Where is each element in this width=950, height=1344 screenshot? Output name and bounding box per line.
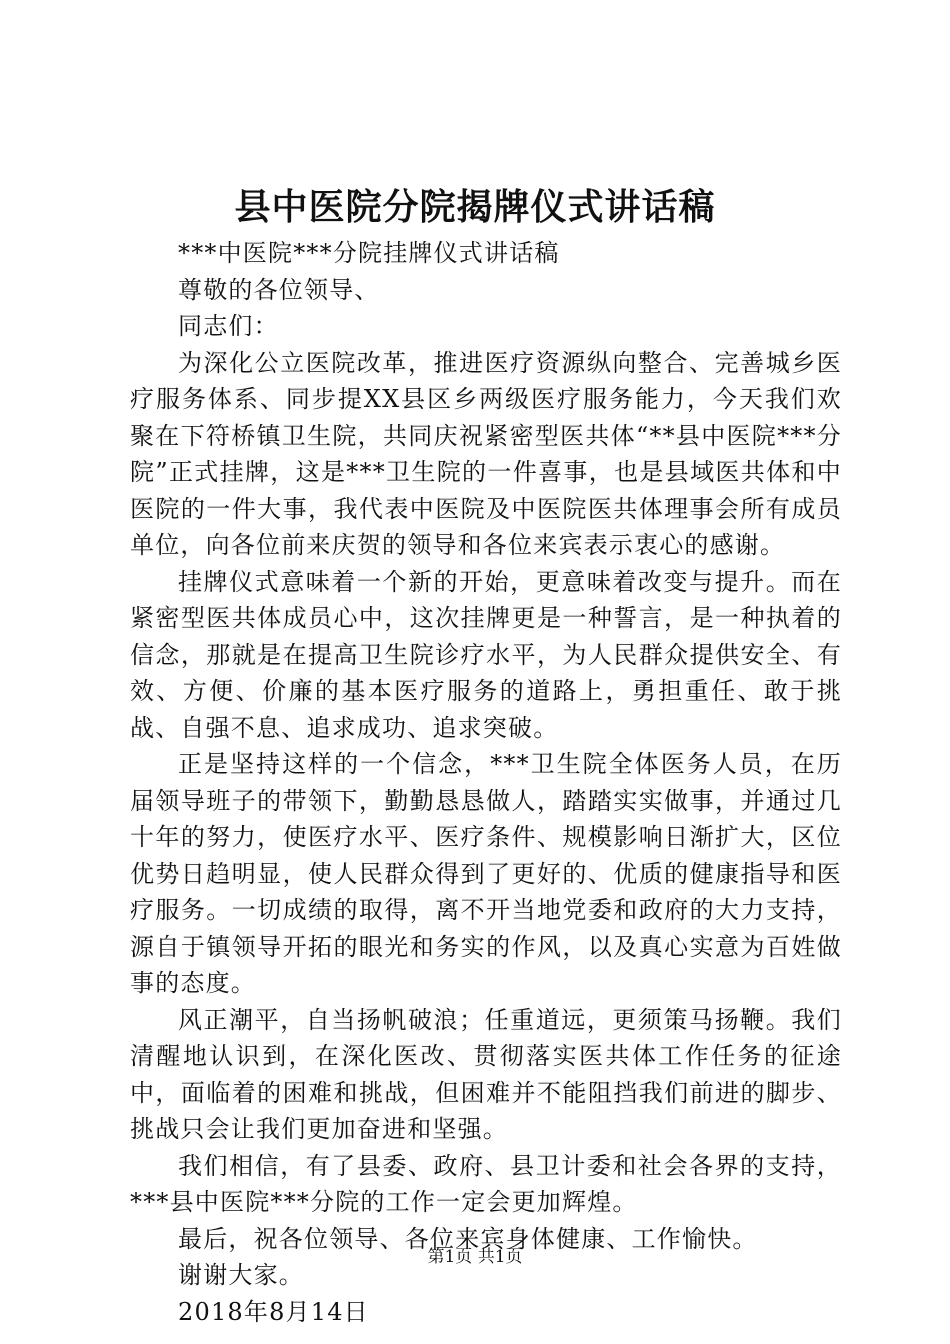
page-number-footer: 第1页 共1页 [427,1247,523,1267]
paragraph-4: 风正潮平，自当扬帆破浪；任重道远，更须策马扬鞭。我们清醒地认识到，在深化医改、贯彻落实医共体工作任务的征途中，面临着的困难和挑战，但困难并不能阻挡我们前进的脚步、挑战只会让我们更加奋进和坚强。 [130,1005,842,1143]
salutation-line-2: 同志们： [178,312,279,340]
closing-line-1: 最后，祝各位领导、各位来宾身体健康、工作愉快。 [178,1224,758,1253]
document-body [130,235,842,1330]
paragraph-5: 我们相信，有了县委、政府、县卫计委和社会各界的支持，***县中医院***分院的工作一定会更加辉煌。 [130,1151,842,1216]
paragraph-1: 为深化公立医院改革，推进医疗资源纵向整合、完善城乡医疗服务体系、同步提XX县区乡两级医疗服务能力，今天我们欢聚在下符桥镇卫生院，共同庆祝紧密型医共体“**县中医院***分院”正式挂牌，这是***卫生院的一件喜事，也是县域医共体和中医院的一件大事，我代表中医院及中医院医共体理事会所有成员单位，向各位前来庆贺的领导和各位来宾表示衷心的感谢。 [130,348,842,559]
salutation-line-1: 尊敬的各位领导、 [178,275,380,304]
closing-line-2: 谢谢大家。 [178,1261,304,1289]
speech-subtitle: ***中医院***分院挂牌仪式讲话稿 [178,239,560,267]
document-title: 县中医院分院揭牌仪式讲话稿 [234,186,716,228]
paragraph-3: 正是坚持这样的一个信念，***卫生院全体医务人员，在历届领导班子的带领下，勤勤恳恳做人，踏踏实实做事，并通过几十年的努力，使医疗水平、医疗条件、规模影响日渐扩大，区位优势日趋明显，使人民群众得到了更好的、优质的健康指导和医疗服务。一切成绩的取得，离不开当地党委和政府的大力支持，源自于镇领导开拓的眼光和务实的作风，以及真心实意为百姓做事的态度。 [130,750,842,997]
paragraph-2: 挂牌仪式意味着一个新的开始，更意味着改变与提升。而在紧密型医共体成员心中，这次挂牌更是一种誓言，是一种执着的信念，那就是在提高卫生院诊疗水平，为人民群众提供安全、有效、方便、价廉的基本医疗服务的道路上，勇担重任、敢于挑战、自强不息、追求成功、追求突破。 [130,567,842,742]
speech-date: 2018年8月14日 [178,1297,369,1326]
